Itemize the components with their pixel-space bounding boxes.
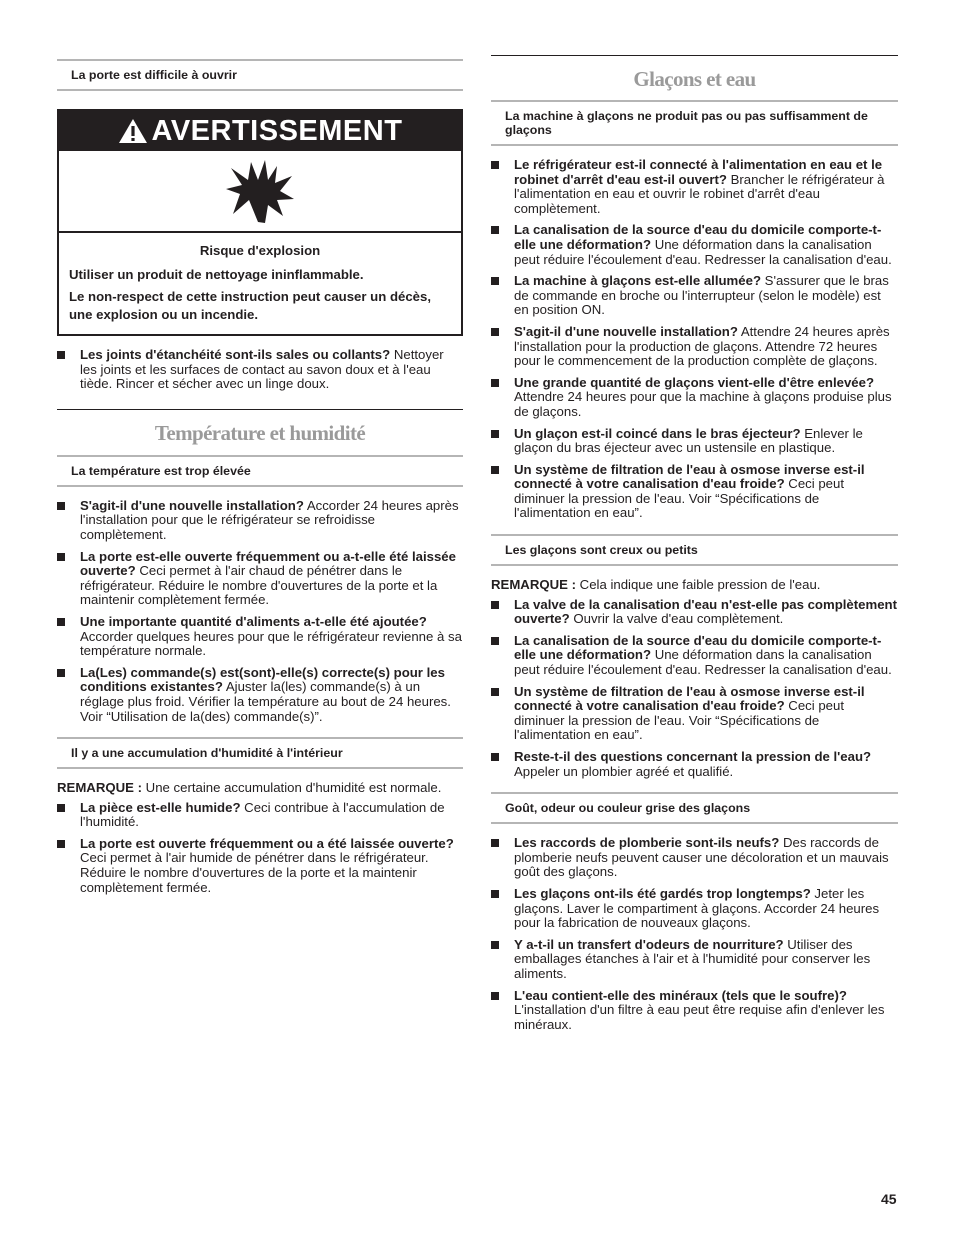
answer-text: Nettoyer les joints et les surfaces de contact au savon doux et à l'eau tiède. Rincer et sécher avec un linge doux. bbox=[80, 347, 444, 392]
answer-text: S'assurer que le bras de commande en broche ou l'interrupteur (selon le modèle) est en position ON. bbox=[514, 273, 889, 318]
list-item bbox=[491, 685, 898, 743]
bullet-square-icon bbox=[57, 669, 65, 677]
taste-odor-header: Goût, odeur ou couleur grise des glaçons bbox=[491, 792, 898, 824]
bullet-square-icon bbox=[491, 688, 499, 696]
right-column bbox=[491, 55, 898, 1032]
bullet-square-icon bbox=[491, 992, 499, 1000]
bullet-square-icon bbox=[57, 502, 65, 510]
ice-water-title: Glaçons et eau bbox=[633, 67, 756, 91]
warning-triangle-icon bbox=[118, 118, 148, 144]
question-text: La valve de la canalisation d'eau n'est-elle pas complètement ouverte? bbox=[514, 596, 897, 627]
question-text: La canalisation de la source d'eau du domicile comporte-t-elle une déformation? bbox=[514, 222, 882, 252]
question-text: L'eau contient-elle des minéraux (tels que le soufre)? bbox=[514, 987, 847, 1003]
warning-risk: Risque d'explosion bbox=[199, 243, 321, 258]
humidity-items-list bbox=[57, 801, 463, 896]
answer-text: Des raccords de plomberie neufs peuvent causer une décoloration et un mauvais goût des glaçons. bbox=[514, 835, 889, 880]
question-text: Une importante quantité d'aliments a-t-elle été ajoutée? bbox=[80, 613, 427, 629]
list-item bbox=[491, 463, 898, 521]
answer-text: Brancher le réfrigérateur à l'alimentation en eau et ouvrir le robinet d'arrêt d'eau complètement. bbox=[514, 171, 885, 216]
question-text: Les joints d'étanchéité sont-ils sales ou collants? bbox=[80, 347, 391, 362]
answer-text: Accorder 24 heures après l'installation pour que le réfrigérateur se refroidisse complètement. bbox=[80, 497, 459, 542]
answer-text: Attendre 24 heures après l'installation pour la production de glaçons. Attendre 72 heures pour le commencement de la production complète de glaçons. bbox=[514, 323, 890, 369]
list-item bbox=[491, 223, 898, 267]
answer-text: L'installation d'un filtre à eau peut être requise afin d'enlever les minéraux. bbox=[514, 1002, 885, 1032]
list-item bbox=[57, 348, 463, 392]
question-text: La canalisation de la source d'eau du domicile comporte-t-elle une déformation? bbox=[514, 632, 882, 663]
warning-instruction: Utiliser un produit de nettoyage ininflammable. bbox=[69, 267, 364, 282]
warning-consequence: Le non-respect de cette instruction peut causer un décès, une explosion ou un incendie. bbox=[69, 289, 432, 322]
bullet-square-icon bbox=[57, 804, 65, 812]
warning-header bbox=[59, 111, 461, 151]
answer-text: Accorder quelques heures pour que le réfrigérateur revienne à sa température normale. bbox=[80, 628, 462, 659]
ice-items-list bbox=[491, 158, 898, 521]
answer-text: Une déformation dans la canalisation peut réduire l'écoulement d'eau. Redresser la canalisation d'eau. bbox=[514, 236, 892, 267]
bullet-square-icon bbox=[491, 753, 499, 761]
bullet-square-icon bbox=[491, 941, 499, 949]
page-number: 45 bbox=[881, 1191, 897, 1207]
bullet-square-icon bbox=[491, 379, 499, 387]
list-item bbox=[57, 615, 463, 659]
bullet-square-icon bbox=[491, 328, 499, 336]
bullet-square-icon bbox=[491, 226, 499, 234]
question-text: Un glaçon est-il coincé dans le bras éjecteur? bbox=[514, 425, 801, 441]
list-item bbox=[57, 837, 463, 895]
answer-text: Une déformation dans la canalisation peut réduire l'écoulement d'eau. Redresser la canalisation d'eau. bbox=[514, 647, 892, 678]
question-text: Reste-t-il des questions concernant la pression de l'eau? bbox=[514, 749, 872, 764]
question-text: La machine à glaçons est-elle allumée? bbox=[514, 273, 761, 289]
list-item bbox=[491, 750, 898, 779]
answer-text: Attendre 24 heures pour que la machine à glaçons produise plus de glaçons. bbox=[514, 389, 892, 419]
question-text: Les raccords de plomberie sont-ils neufs? bbox=[514, 835, 780, 851]
bullet-square-icon bbox=[57, 351, 65, 359]
hollow-ice-note: REMARQUE : Cela indique une faible pression de l'eau. bbox=[491, 577, 821, 593]
bullet-square-icon bbox=[491, 430, 499, 438]
explosion-icon bbox=[225, 158, 295, 224]
answer-text: Enlever le glaçon du bras éjecteur avec un ustensile en plastique. bbox=[514, 425, 863, 456]
list-item bbox=[57, 550, 463, 608]
temperature-items-list bbox=[57, 499, 463, 724]
door-difficult-header: La porte est difficile à ouvrir bbox=[57, 59, 463, 91]
question-text: La pièce est-elle humide? bbox=[80, 799, 241, 815]
bullet-square-icon bbox=[491, 277, 499, 285]
question-text: Un système de filtration de l'eau à osmose inverse est-il connecté à votre canalisation d'eau froide? bbox=[514, 683, 865, 714]
question-text: Les glaçons ont-ils été gardés trop longtemps? bbox=[514, 885, 811, 901]
answer-text: Ceci peut diminuer la pression de l'eau. Voir “Spécifications de l'alimentation en eau”. bbox=[514, 476, 845, 521]
list-item bbox=[491, 836, 898, 880]
ice-production-header: La machine à glaçons ne produit pas ou pas suffisamment de glaçons bbox=[491, 100, 898, 146]
question-text: Le réfrigérateur est-il connecté à l'alimentation en eau et le robinet d'arrêt d'eau est-il ouvert? bbox=[514, 157, 883, 187]
hollow-ice-header: Les glaçons sont creux ou petits bbox=[491, 534, 898, 566]
list-item bbox=[491, 598, 898, 627]
list-item bbox=[57, 666, 463, 724]
list-item bbox=[57, 801, 463, 830]
answer-text: Ceci peut diminuer la pression de l'eau. Voir “Spécifications de l'alimentation en eau”. bbox=[514, 698, 845, 743]
question-text: Un système de filtration de l'eau à osmose inverse est-il connecté à votre canalisation d'eau froide? bbox=[514, 461, 865, 492]
bullet-square-icon bbox=[491, 637, 499, 645]
answer-text: Appeler un plombier agréé et qualifié. bbox=[514, 763, 734, 779]
temperature-high-header: La température est trop élevée bbox=[57, 455, 463, 487]
list-item bbox=[491, 887, 898, 931]
left-column bbox=[57, 59, 463, 895]
warning-box bbox=[57, 109, 463, 336]
question-text: S'agit-il d'une nouvelle installation? bbox=[514, 323, 738, 339]
answer-text: Ouvrir la valve d'eau complètement. bbox=[569, 611, 784, 627]
list-item bbox=[491, 325, 898, 369]
temperature-humidity-title: Température et humidité bbox=[154, 420, 366, 445]
question-text: Une grande quantité de glaçons vient-elle d'être enlevée? bbox=[514, 374, 875, 390]
humidity-note: REMARQUE : Une certaine accumulation d'humidité est normale. bbox=[57, 780, 442, 796]
question-text: La(Les) commande(s) est(sont)-elle(s) correcte(s) pour les conditions existantes? bbox=[80, 664, 445, 695]
bullet-square-icon bbox=[57, 618, 65, 626]
answer-text: Utiliser des emballages étanches à l'air et à l'humidité pour conserver les aliments. bbox=[514, 936, 871, 981]
answer-text: Ajuster la(les) commande(s) à un réglage plus froid. Vérifier la température au bout de 24 heures. Voir “Utilisation de la(des) commande(s)”. bbox=[80, 679, 451, 724]
list-item bbox=[491, 938, 898, 982]
bullet-square-icon bbox=[491, 890, 499, 898]
door-items-list bbox=[57, 348, 463, 392]
bullet-square-icon bbox=[491, 466, 499, 474]
list-item bbox=[57, 499, 463, 543]
question-text: La porte est-elle ouverte fréquemment ou a-t-elle été laissée ouverte? bbox=[80, 548, 456, 579]
list-item bbox=[491, 989, 898, 1033]
list-item bbox=[491, 274, 898, 318]
answer-text: Ceci permet à l'air humide de pénétrer dans le réfrigérateur. Réduire le nombre d'ouvertures de la porte et la maintenir complètement fermée. bbox=[80, 850, 429, 895]
bullet-square-icon bbox=[491, 839, 499, 847]
warning-title: AVERTISSEMENT bbox=[151, 114, 403, 147]
hollow-items-list bbox=[491, 598, 898, 780]
list-item bbox=[491, 427, 898, 456]
question-text: La porte est ouverte fréquemment ou a été laissée ouverte? bbox=[80, 835, 454, 851]
list-item bbox=[491, 158, 898, 216]
list-item bbox=[491, 376, 898, 420]
question-text: Y a-t-il un transfert d'odeurs de nourriture? bbox=[514, 936, 784, 952]
list-item bbox=[491, 634, 898, 678]
answer-text: Ceci contribue à l'accumulation de l'humidité. bbox=[80, 799, 445, 830]
humidity-header: Il y a une accumulation d'humidité à l'intérieur bbox=[57, 737, 463, 769]
taste-items-list bbox=[491, 836, 898, 1032]
answer-text: Jeter les glaçons. Laver le compartiment à glaçons. Accorder 24 heures pour la fabrication de nouveaux glaçons. bbox=[514, 885, 880, 931]
answer-text: Ceci permet à l'air chaud de pénétrer dans le réfrigérateur. Réduire le nombre d'ouvertures de la porte et la maintenir complètement fermée. bbox=[80, 563, 438, 608]
bullet-square-icon bbox=[57, 553, 65, 561]
bullet-square-icon bbox=[491, 601, 499, 609]
bullet-square-icon bbox=[57, 840, 65, 848]
question-text: S'agit-il d'une nouvelle installation? bbox=[80, 497, 304, 513]
bullet-square-icon bbox=[491, 161, 499, 169]
